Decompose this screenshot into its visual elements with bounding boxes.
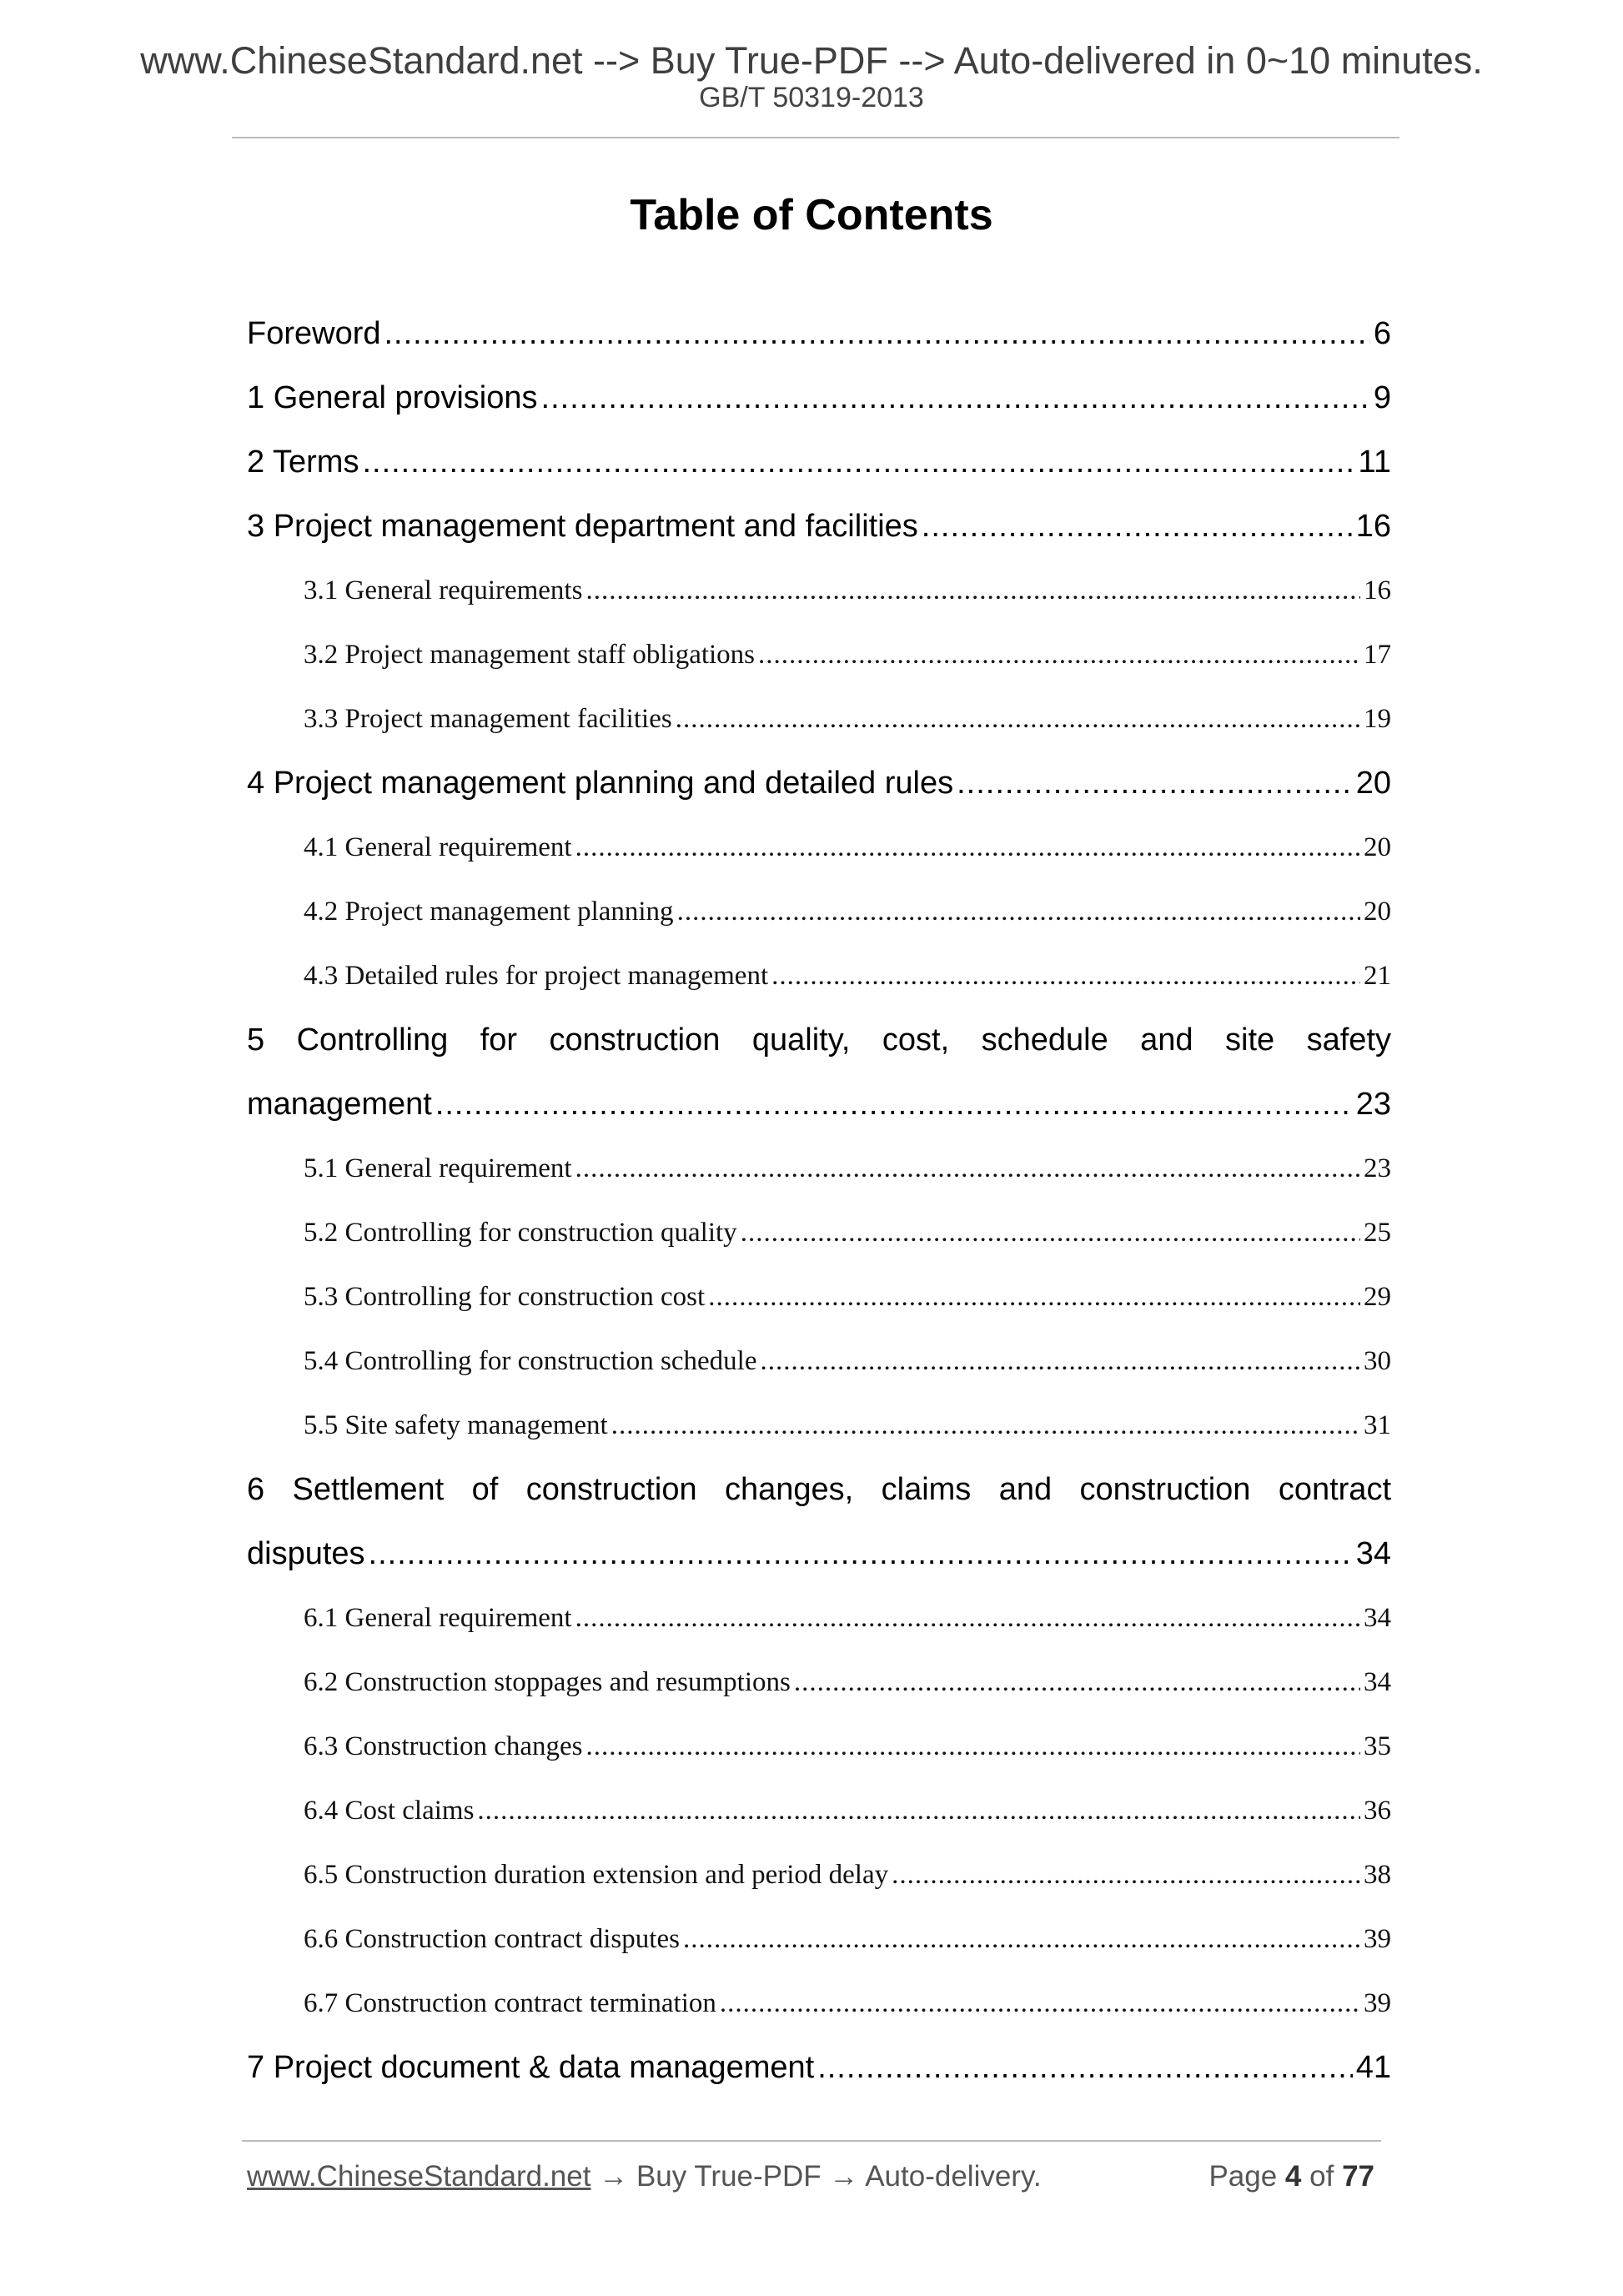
toc-entry-label: 6.2 Construction stoppages and resumptions <box>304 1667 791 1697</box>
toc-entry[interactable] <box>247 751 1391 816</box>
toc-entry-label: 4.2 Project management planning <box>304 897 674 927</box>
toc-entry-label: 5.5 Site safety management <box>304 1410 608 1440</box>
toc-subentry[interactable] <box>247 1907 1391 1972</box>
dot-leader <box>683 1907 1360 1972</box>
toc-subentry[interactable] <box>247 1972 1391 2036</box>
toc-page-number: 39 <box>1364 1988 1391 2018</box>
toc-subentry[interactable] <box>247 1137 1391 1201</box>
toc-entry-label: 5.4 Controlling for construction schedule <box>304 1346 757 1376</box>
dot-leader <box>761 1329 1361 1394</box>
dot-leader <box>922 495 1353 559</box>
toc-subentry[interactable] <box>247 944 1391 1008</box>
toc-page-number: 31 <box>1364 1410 1391 1440</box>
arrow-right-icon: → <box>829 2160 859 2193</box>
toc-subentry[interactable] <box>247 623 1391 687</box>
toc-entry-label: 5.3 Controlling for construction cost <box>304 1282 706 1312</box>
toc-entry[interactable] <box>247 1458 1391 1586</box>
dot-leader <box>369 1522 1353 1586</box>
toc-page-number: 17 <box>1364 640 1391 670</box>
toc-entry-label: 6.6 Construction contract disputes <box>304 1924 680 1954</box>
toc-subentry[interactable] <box>247 1586 1391 1650</box>
toc-entry-label: disputes <box>247 1536 365 1571</box>
toc-entry-label: 7 Project document & data management <box>247 2050 815 2085</box>
toc-page-number: 38 <box>1364 1860 1391 1890</box>
toc-entry-label: 6.7 Construction contract termination <box>304 1988 716 2018</box>
of-word: of <box>1309 2160 1334 2193</box>
dot-leader <box>892 1843 1360 1907</box>
toc-page-number: 35 <box>1364 1731 1391 1761</box>
total-pages-number: 77 <box>1342 2160 1374 2193</box>
toc-subentry[interactable] <box>247 559 1391 623</box>
dot-leader <box>477 1779 1360 1843</box>
dot-leader <box>435 1073 1353 1137</box>
toc-page-number: 34 <box>1364 1667 1391 1697</box>
toc-page-number: 21 <box>1364 961 1391 991</box>
toc-page-number: 25 <box>1364 1218 1391 1248</box>
table-of-contents <box>247 302 1391 2100</box>
toc-subentry[interactable] <box>247 1779 1391 1843</box>
arrow-right-icon: → <box>599 2160 629 2193</box>
dot-leader <box>817 2036 1353 2100</box>
footer-site-link[interactable]: www.ChineseStandard.net <box>247 2160 591 2193</box>
toc-subentry[interactable] <box>247 1265 1391 1329</box>
footer-divider <box>242 2140 1381 2142</box>
toc-entry-label: 6.4 Cost claims <box>304 1796 475 1826</box>
page-title: Table of Contents <box>630 191 993 239</box>
toc-entry-label-line1: 6 Settlement of construction changes, claims and construction contract <box>247 1472 1391 1507</box>
dot-leader <box>708 1265 1360 1329</box>
toc-entry[interactable] <box>247 495 1391 559</box>
header-divider <box>232 137 1399 138</box>
toc-page-number: 34 <box>1364 1603 1391 1633</box>
dot-leader <box>758 623 1360 687</box>
toc-entry[interactable] <box>247 366 1391 430</box>
dot-leader <box>957 751 1353 816</box>
toc-page-number: 34 <box>1355 1536 1391 1571</box>
toc-page-number: 20 <box>1355 766 1391 801</box>
dot-leader <box>575 1586 1360 1650</box>
toc-entry-label: 4 Project management planning and detailed rules <box>247 766 954 801</box>
toc-page-number: 16 <box>1355 509 1391 544</box>
toc-page-number: 20 <box>1364 897 1391 927</box>
dot-leader <box>741 1201 1360 1265</box>
toc-page-number: 19 <box>1364 704 1391 734</box>
toc-page-number: 20 <box>1364 832 1391 862</box>
toc-subentry[interactable] <box>247 687 1391 751</box>
toc-subentry[interactable] <box>247 816 1391 880</box>
dot-leader <box>586 1715 1360 1779</box>
dot-leader <box>677 880 1360 944</box>
dot-leader <box>676 687 1360 751</box>
toc-entry-label: 3 Project management department and facilities <box>247 509 918 544</box>
toc-subentry[interactable] <box>247 1715 1391 1779</box>
toc-entry-line2 <box>247 1522 1391 1586</box>
toc-entry[interactable] <box>247 1008 1391 1137</box>
toc-entry-label: 4.1 General requirement <box>304 832 572 862</box>
dot-leader <box>384 302 1370 366</box>
toc-entry-label: 5.2 Controlling for construction quality <box>304 1218 737 1248</box>
toc-subentry[interactable] <box>247 1201 1391 1265</box>
toc-page-number: 16 <box>1364 575 1391 605</box>
toc-entry-label: 6.3 Construction changes <box>304 1731 583 1761</box>
toc-page-number: 23 <box>1364 1153 1391 1183</box>
toc-subentry[interactable] <box>247 1843 1391 1907</box>
dot-leader <box>720 1972 1360 2036</box>
header-banner: www.ChineseStandard.net --> Buy True-PDF --> Auto-delivered in 0~10 minutes. <box>140 39 1483 82</box>
document-code: GB/T 50319-2013 <box>699 82 924 113</box>
dot-leader <box>611 1394 1360 1458</box>
toc-entry-label: 1 General provisions <box>247 380 538 415</box>
toc-entry-label: 2 Terms <box>247 445 359 480</box>
dot-leader <box>541 366 1370 430</box>
toc-page-number: 23 <box>1355 1087 1391 1122</box>
dot-leader <box>794 1650 1360 1715</box>
toc-page-number: 11 <box>1358 445 1391 480</box>
dot-leader <box>585 559 1360 623</box>
toc-entry[interactable] <box>247 2036 1391 2100</box>
toc-entry-label: Foreword <box>247 316 381 351</box>
toc-page-number: 6 <box>1373 316 1391 351</box>
toc-page-number: 9 <box>1373 380 1391 415</box>
toc-page-number: 36 <box>1364 1796 1391 1826</box>
page-word: Page <box>1208 2160 1278 2193</box>
toc-subentry[interactable] <box>247 1329 1391 1394</box>
toc-page-number: 30 <box>1364 1346 1391 1376</box>
toc-page-number: 39 <box>1364 1924 1391 1954</box>
toc-subentry[interactable] <box>247 1394 1391 1458</box>
footer-buy-text: Buy True-PDF <box>636 2160 822 2193</box>
toc-entry-label: 3.3 Project management facilities <box>304 704 672 734</box>
dot-leader <box>362 430 1354 495</box>
toc-subentry[interactable] <box>247 1650 1391 1715</box>
toc-entry[interactable] <box>247 302 1391 366</box>
dot-leader <box>575 1137 1360 1201</box>
toc-entry[interactable] <box>247 430 1391 495</box>
toc-entry-label: 3.1 General requirements <box>304 575 583 605</box>
dot-leader <box>771 944 1360 1008</box>
toc-entry-label: management <box>247 1087 432 1122</box>
dot-leader <box>575 816 1360 880</box>
current-page-number: 4 <box>1284 2160 1302 2193</box>
toc-entry-line2 <box>247 1073 1391 1137</box>
toc-subentry[interactable] <box>247 880 1391 944</box>
footer-delivery-text: Auto-delivery. <box>865 2160 1042 2193</box>
footer-promo <box>247 2158 1042 2195</box>
toc-entry-label: 3.2 Project management staff obligations <box>304 640 756 670</box>
toc-page-number: 41 <box>1355 2050 1391 2085</box>
toc-entry-label: 6.5 Construction duration extension and period delay <box>304 1860 889 1890</box>
toc-entry-label: 6.1 General requirement <box>304 1603 572 1633</box>
page-indicator <box>1208 2158 1374 2195</box>
toc-entry-label: 5.1 General requirement <box>304 1153 572 1183</box>
toc-entry-label: 4.3 Detailed rules for project management <box>304 961 769 991</box>
toc-page-number: 29 <box>1364 1282 1391 1312</box>
toc-entry-label-line1: 5 Controlling for construction quality, cost, schedule and site safety <box>247 1022 1391 1058</box>
